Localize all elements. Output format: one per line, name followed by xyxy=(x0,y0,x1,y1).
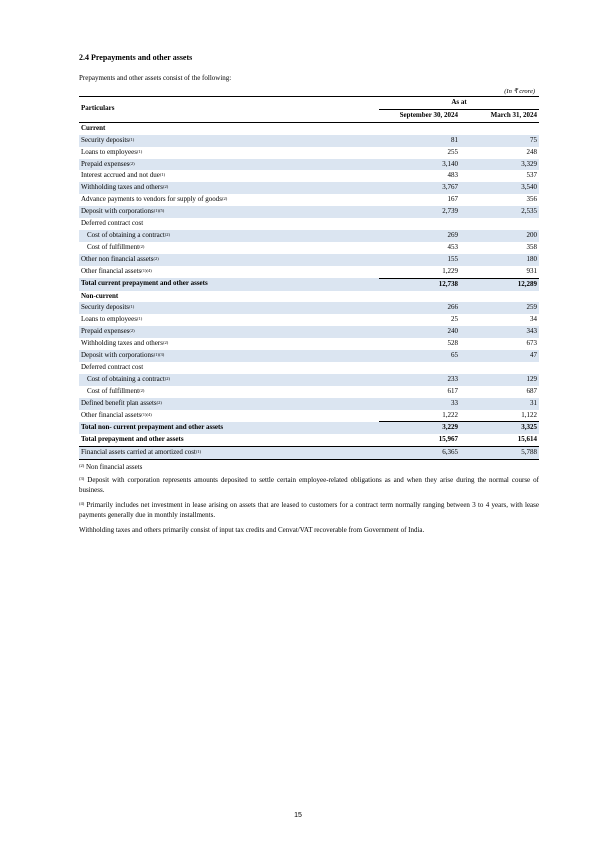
row-label xyxy=(79,314,379,326)
footnote-4 xyxy=(79,500,539,520)
row-label xyxy=(79,254,379,266)
row-label xyxy=(79,159,379,171)
table-row xyxy=(79,422,539,434)
value-mar-2024: 5,788 xyxy=(460,447,539,460)
row-label-text: Other financial assets xyxy=(81,410,142,419)
value-sep-2024: 2,739 xyxy=(379,206,460,218)
row-label xyxy=(79,326,379,338)
value-mar-2024: 687 xyxy=(526,386,537,395)
row-label xyxy=(79,194,379,206)
row-label-text: Total current prepayment and other assets xyxy=(81,279,208,288)
value-mar-2024: 12,289 xyxy=(460,278,539,290)
row-label xyxy=(79,147,379,159)
value-sep-2024: 3,140 xyxy=(379,159,460,171)
table-row xyxy=(79,135,539,147)
table-row xyxy=(79,326,539,338)
value-sep-2024: 1,222 xyxy=(379,410,460,422)
footnote-ref: (1) xyxy=(137,316,143,322)
value-sep-2024 xyxy=(379,218,460,230)
table-row xyxy=(79,302,539,314)
value-mar-2024: 537 xyxy=(526,171,537,180)
value-sep-2024: 15,967 xyxy=(379,434,460,446)
footnote-ref: (1) xyxy=(129,304,135,310)
value-mar-2024 xyxy=(460,218,539,230)
row-label xyxy=(79,278,379,290)
table-row xyxy=(79,398,539,410)
footnote-ref: (1) xyxy=(159,172,166,178)
footnote-ref: (2) xyxy=(139,243,145,249)
footnote-ref: (2) xyxy=(139,387,145,393)
value-sep-2024: 255 xyxy=(447,147,458,156)
row-label xyxy=(79,434,379,446)
value-sep-2024: 1,229 xyxy=(379,266,460,278)
row-label xyxy=(79,291,379,303)
value-mar-2024: 356 xyxy=(526,195,537,204)
footnote-marker: (2) xyxy=(79,463,85,469)
row-label-text: Deposit with corporations xyxy=(81,207,154,216)
footnote-ref: (2) xyxy=(129,160,135,166)
value-sep-2024: 617 xyxy=(447,386,458,395)
footnote-ref: (1) xyxy=(195,449,202,455)
value-sep-2024: 167 xyxy=(447,195,458,204)
footnote-ref: (2) xyxy=(162,340,169,346)
table-row xyxy=(79,182,539,194)
row-label-text: Cost of fulfillment xyxy=(87,242,140,251)
table-row xyxy=(79,218,539,230)
value-sep-2024: 3,767 xyxy=(379,182,460,194)
row-label-text: Deferred contract cost xyxy=(81,362,144,371)
prepayments-table xyxy=(79,96,539,460)
footnote-text: Non financial assets xyxy=(86,463,143,472)
table-row xyxy=(79,314,539,326)
footnote-ref: (1) xyxy=(137,148,143,154)
row-label xyxy=(79,218,379,230)
table-row xyxy=(79,122,539,134)
value-mar-2024: 31 xyxy=(460,398,539,410)
row-label-text: Cost of obtaining a contract xyxy=(87,230,165,239)
footnote-ref: (2) xyxy=(156,399,162,405)
value-mar-2024: 358 xyxy=(526,242,537,251)
row-label-text: Prepaid expenses xyxy=(81,327,130,336)
row-label-text: Security deposits xyxy=(81,135,130,144)
value-mar-2024 xyxy=(460,122,539,134)
row-label-text: Other non financial assets xyxy=(81,254,154,263)
value-mar-2024: 3,329 xyxy=(460,159,539,171)
row-label xyxy=(79,122,379,134)
value-mar-2024 xyxy=(460,291,539,303)
row-label-text: Loans to employees xyxy=(81,147,137,156)
withholding-note xyxy=(79,525,539,535)
header-particulars: Particulars xyxy=(79,97,379,123)
row-label-text: Other financial assets xyxy=(81,266,142,275)
footnote-marker: (3) xyxy=(79,476,85,482)
row-label xyxy=(79,410,379,422)
value-sep-2024 xyxy=(379,362,460,374)
value-mar-2024: 2,535 xyxy=(460,206,539,218)
value-mar-2024: 1,122 xyxy=(460,410,539,422)
value-mar-2024: 75 xyxy=(460,135,539,147)
table-row xyxy=(79,434,539,446)
table-body xyxy=(79,122,539,459)
row-label xyxy=(79,170,379,182)
footnote-ref: (2) xyxy=(129,328,135,334)
row-label-text: Cost of obtaining a contract xyxy=(87,374,165,383)
table-row xyxy=(79,362,539,374)
footnote-ref: (1)(4) xyxy=(141,411,152,417)
row-label xyxy=(79,266,379,278)
footnote-text: Primarily includes net investment in lease arising on assets that are leased to customers for a contract term normally ranging between 3 to 4 years, with lease payments generally due in monthly installments. xyxy=(79,501,539,520)
value-mar-2024: 180 xyxy=(460,254,539,266)
table-row xyxy=(79,291,539,303)
table-row xyxy=(79,278,539,290)
footnote-ref: (2) xyxy=(162,184,169,190)
row-label-text: Total non- current prepayment and other assets xyxy=(81,423,224,432)
footnotes xyxy=(79,462,539,535)
value-sep-2024 xyxy=(379,122,460,134)
value-sep-2024 xyxy=(379,291,460,303)
value-mar-2024: 259 xyxy=(460,302,539,314)
footnote-ref: (2) xyxy=(153,255,159,261)
table-row xyxy=(79,386,539,398)
value-sep-2024: 233 xyxy=(379,374,460,386)
table-row xyxy=(79,230,539,242)
row-label xyxy=(79,422,379,434)
row-label xyxy=(79,362,379,374)
row-label xyxy=(79,398,379,410)
table-row xyxy=(79,159,539,171)
value-mar-2024: 15,614 xyxy=(460,434,539,446)
row-label-text: Cost of fulfillment xyxy=(87,386,140,395)
table-row xyxy=(79,338,539,350)
value-sep-2024: 81 xyxy=(379,135,460,147)
table-row xyxy=(79,266,539,278)
row-label-text: Non-current xyxy=(81,291,119,300)
row-label xyxy=(79,350,379,362)
value-sep-2024: 266 xyxy=(379,302,460,314)
value-mar-2024: 248 xyxy=(526,147,537,156)
section-title: 2.4 Prepayments and other assets xyxy=(79,53,193,62)
header-as-at: As at xyxy=(379,97,539,110)
value-mar-2024: 3,325 xyxy=(460,422,539,434)
row-label xyxy=(79,386,379,398)
value-mar-2024: 200 xyxy=(460,230,539,242)
value-sep-2024: 12,738 xyxy=(379,278,460,290)
footnote-ref: (2) xyxy=(164,231,171,237)
row-label-text: Loans to employees xyxy=(81,315,137,324)
table-row xyxy=(79,170,539,182)
footnote-ref: (1)(5) xyxy=(153,208,165,214)
value-sep-2024: 6,365 xyxy=(379,447,460,460)
row-label xyxy=(79,206,379,218)
table-row xyxy=(79,254,539,266)
value-sep-2024: 453 xyxy=(447,242,458,251)
row-label-text: Withholding taxes and others xyxy=(81,339,163,348)
value-mar-2024 xyxy=(460,362,539,374)
table-row xyxy=(79,350,539,362)
header-col-sep-2024: September 30, 2024 xyxy=(379,109,460,122)
row-label-text: Interest accrued and not due xyxy=(81,171,160,180)
value-mar-2024: 931 xyxy=(460,266,539,278)
footnote-ref: (2) xyxy=(221,196,228,202)
table-row xyxy=(79,147,539,159)
value-sep-2024: 3,229 xyxy=(379,422,460,434)
value-sep-2024: 65 xyxy=(379,350,460,362)
value-sep-2024: 33 xyxy=(379,398,460,410)
footnote-3 xyxy=(79,475,539,495)
value-sep-2024: 25 xyxy=(451,315,458,324)
row-label xyxy=(79,230,379,242)
footnote-text: Deposit with corporation represents amounts deposited to settle certain employee-related obligations as and when they arise during the normal course of business. xyxy=(79,476,540,495)
footnote-ref: (2) xyxy=(164,375,171,381)
header-col-mar-2024: March 31, 2024 xyxy=(460,109,539,122)
table-row xyxy=(79,447,539,460)
table-row xyxy=(79,410,539,422)
row-label-text: Financial assets carried at amortized cost xyxy=(81,448,196,457)
row-label-text: Deposit with corporations xyxy=(81,351,154,360)
row-label-text: Security deposits xyxy=(81,303,130,312)
footnote-marker: (4) xyxy=(79,501,85,507)
value-sep-2024: 240 xyxy=(379,326,460,338)
row-label-text: Total prepayment and other assets xyxy=(81,435,184,444)
value-sep-2024: 528 xyxy=(447,339,458,348)
table-row xyxy=(79,206,539,218)
row-label-text: Prepaid expenses xyxy=(81,159,130,168)
footnote-ref: (1) xyxy=(129,136,135,142)
value-sep-2024: 155 xyxy=(379,254,460,266)
row-label xyxy=(79,242,379,254)
value-mar-2024: 129 xyxy=(460,374,539,386)
footnote-2 xyxy=(79,462,539,472)
row-label xyxy=(79,302,379,314)
value-sep-2024: 269 xyxy=(379,230,460,242)
row-label-text: Defined benefit plan assets xyxy=(81,398,157,407)
value-mar-2024: 3,540 xyxy=(460,182,539,194)
note-text: Withholding taxes and others primarily consist of input tax credits and Cenvat/VAT recoverable from Government of India. xyxy=(79,526,425,535)
unit-note: (In ₹ crore) xyxy=(504,88,535,95)
footnote-ref: (1)(4) xyxy=(141,267,152,273)
value-mar-2024: 47 xyxy=(460,350,539,362)
row-label-text: Current xyxy=(81,123,106,132)
document-body xyxy=(79,53,539,540)
row-label xyxy=(79,374,379,386)
intro-text: Prepayments and other assets consist of the following: xyxy=(79,74,232,82)
footnote-ref: (1)(3) xyxy=(153,352,165,358)
value-mar-2024: 34 xyxy=(530,315,537,324)
value-mar-2024: 673 xyxy=(526,339,537,348)
row-label-text: Withholding taxes and others xyxy=(81,183,163,192)
row-label xyxy=(79,135,379,147)
table-row xyxy=(79,242,539,254)
row-label xyxy=(79,182,379,194)
row-label-text: Advance payments to vendors for supply of goods xyxy=(81,195,222,204)
row-label-text: Deferred contract cost xyxy=(81,219,144,228)
page-number: 15 xyxy=(294,812,302,819)
row-label xyxy=(79,338,379,350)
value-sep-2024: 483 xyxy=(447,171,458,180)
table-row xyxy=(79,374,539,386)
table-row xyxy=(79,194,539,206)
value-mar-2024: 343 xyxy=(460,326,539,338)
row-label xyxy=(79,447,379,460)
